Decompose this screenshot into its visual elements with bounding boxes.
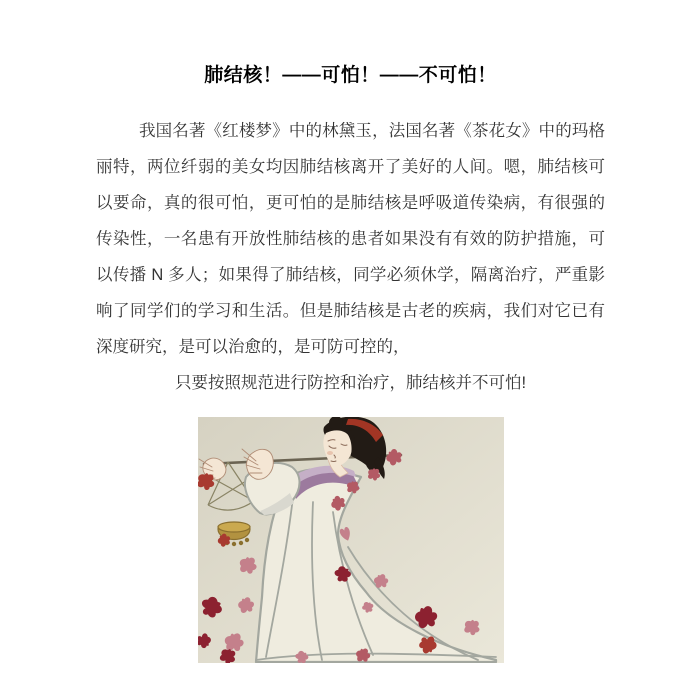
cheek-blush bbox=[327, 451, 333, 455]
woman-burying-flowers-illustration bbox=[198, 417, 504, 663]
illustration-figure bbox=[198, 417, 504, 663]
body-paragraph: 我国名著《红楼梦》中的林黛玉，法国名著《茶花女》中的玛格丽特，两位纤弱的美女均因肺结核离开了美好的人间。嗯，肺结核可以要命，真的很可怕，更可怕的是肺结核是呼吸道传染病，有很强的传染性，一名患有开放性肺结核的患者如果没有有效的防护措施，可以传播 N 多人；如果得了肺结核，同学必须休学，隔离治疗，严重影响了同学们的学习和生活。但是肺结核是古老的疾病，我们对它已有深度研究，是可以治愈的，是可防可控的， bbox=[96, 122, 605, 356]
closing-line: 只要按照规范进行防控和治疗，肺结核并不可怕! bbox=[174, 374, 527, 392]
document-title: 肺结核！——可怕！——不可怕！ bbox=[204, 65, 497, 86]
